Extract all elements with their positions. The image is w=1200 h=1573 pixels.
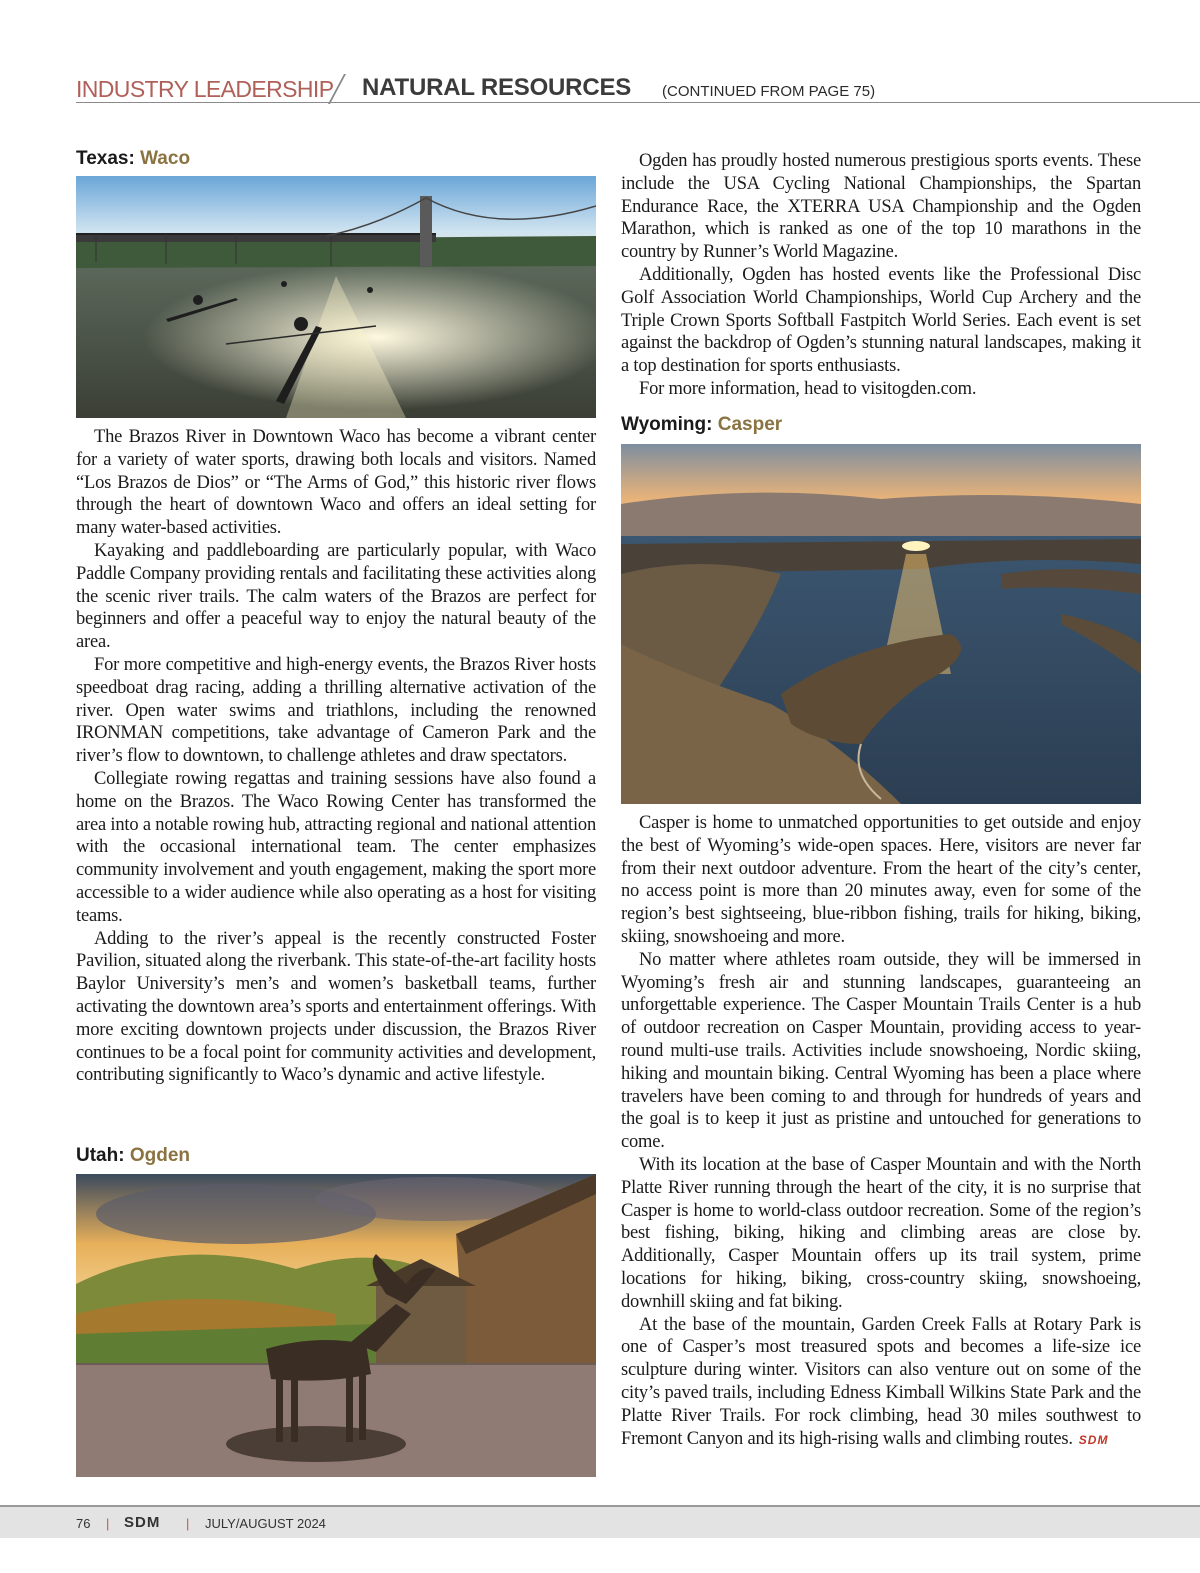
footer-separator: | xyxy=(106,1516,110,1531)
left-column xyxy=(76,146,596,1087)
texas-paragraph: Collegiate rowing regattas and training sessions have also found a home on the Brazos. The Waco Rowing Center has transformed the area into a notable rowing hub, attracting regional and national attention with the occasional international team. The center emphasizes community involvement and youth engagement, making the sport more accessible to a wider audience while also operating as a host for visiting teams. xyxy=(76,768,596,926)
texas-paragraph: The Brazos River in Downtown Waco has become a vibrant center for a variety of water sports, drawing both locals and visitors. Named “Los Brazos de Dios” or “The Arms of God,” this historic river flows through the heart of downtown Waco and offers an ideal setting for many water-based activities. xyxy=(76,427,596,539)
utah-heading xyxy=(76,1143,596,1169)
header-continued-note: (CONTINUED FROM PAGE 75) xyxy=(662,83,876,100)
utah-body xyxy=(621,150,1141,401)
right-column xyxy=(621,150,1141,401)
wyoming-heading xyxy=(621,412,1141,438)
utah-city: Ogden xyxy=(129,1145,191,1166)
texas-heading xyxy=(76,146,596,172)
wyoming-city: Casper xyxy=(717,414,783,435)
wyoming-paragraph: With its location at the base of Casper Mountain and with the North Platte River running through the heart of the city, it is no surprise that Casper is home to world-class outdoor recreation. Some of the region’s best fishing, biking, hiking and climbing areas are close by. Additionally, Casper Mountain offers up its trail system, prime locations for hiking, biking, cross-country skiing, snowshoeing, downhill skiing and fat biking. xyxy=(621,1154,1141,1312)
casper-reservoir-photo xyxy=(621,444,1141,804)
page-header xyxy=(76,74,1200,104)
ogden-moose-photo xyxy=(76,1174,596,1477)
wyoming-paragraph: Casper is home to unmatched opportunities to get outside and enjoy the best of Wyoming’s wide-open spaces. Here, visitors are never far from their next outdoor adventure. From the heart of the city’s center, no access point is more than 20 minutes away, even for some of the region’s best sightseeing, blue-ribbon fishing, trails for hiking, biking, skiing, snowshoeing and more. xyxy=(621,813,1141,947)
page-number: 76 xyxy=(76,1516,91,1531)
texas-paragraph: Kayaking and paddleboarding are particularly popular, with Waco Paddle Company providing rentals and facilitating these activities along the scenic river trails. The calm waters of the Brazos are perfect for beginners and offer a peaceful way to enjoy the natural beauty of the area. xyxy=(76,540,596,653)
header-kicker: INDUSTRY LEADERSHIP xyxy=(76,76,334,102)
wyoming-block xyxy=(621,412,1141,1451)
utah-paragraph: For more information, head to visitogden.com. xyxy=(639,378,977,399)
utah-paragraph: Additionally, Ogden has hosted events like the Professional Disc Golf Association World Championships, World Cup Archery and the Triple Crown Sports Softball Fastpitch World Series. Each event is set against the backdrop of Ogden’s stunning natural landscapes, making it a top destination for sports enthusiasts. xyxy=(621,264,1141,377)
waco-rowing-photo xyxy=(76,176,596,418)
texas-paragraph: For more competitive and high-energy events, the Brazos River hosts speedboat drag racing, adding a thrilling alternative activation of the river. Open water swims and triathlons, including the renowned IRONMAN competitions, take advantage of Cameron Park and the river’s flow to downtown, to challenge athletes and draw spectators. xyxy=(76,654,596,767)
page-footer xyxy=(0,1505,1200,1538)
end-mark: SDM xyxy=(1078,1432,1109,1447)
utah-paragraph: Ogden has proudly hosted numerous prestigious sports events. These include the USA Cycling National Championships, the Spartan Endurance Race, the XTERRA USA Championship and the Ogden Marathon, which is ranked as one of the top 10 marathons in the country by Runner’s World Magazine. xyxy=(621,151,1141,263)
texas-city: Waco xyxy=(140,148,191,169)
magazine-logo: SDM xyxy=(124,1514,161,1531)
wyoming-body xyxy=(621,812,1141,1451)
texas-state: Texas: xyxy=(76,148,135,169)
issue-date: JULY/AUGUST 2024 xyxy=(205,1516,326,1531)
wyoming-state: Wyoming: xyxy=(621,414,713,435)
wyoming-paragraph-text: At the base of the mountain, Garden Creek Falls at Rotary Park is one of Casper’s most treasured spots and becomes a life-size ice sculpture during winter. Visitors can also venture out on some of the city’s paved trails, including Edness Kimball Wilkins State Park and the Platte River Trails. For rock climbing, head 30 miles southwest to Fremont Canyon and its high-rising walls and climbing routes. xyxy=(621,1314,1141,1449)
header-section-title: NATURAL RESOURCES xyxy=(362,74,632,101)
utah-heading-block xyxy=(76,1143,596,1477)
texas-paragraph: Adding to the river’s appeal is the recently constructed Foster Pavilion, situated along the riverbank. This state-of-the-art facility hosts Baylor University’s men’s and women’s basketball teams, further activating the downtown area’s sports and entertainment offerings. With more exciting downtown projects under discussion, the Brazos River continues to be a focal point for community activities and development, contributing significantly to Waco’s dynamic and active lifestyle. xyxy=(76,928,596,1086)
texas-body xyxy=(76,426,596,1087)
wyoming-paragraph xyxy=(621,1314,1141,1452)
wyoming-paragraph: No matter where athletes roam outside, they will be immersed in Wyoming’s fresh air and stunning landscapes, guaranteeing an unforgettable experience. The Casper Mountain Trails Center is a hub of outdoor recreation on Casper Mountain, providing access to year-round multi-use trails. Activities include snowshoeing, Nordic skiing, hiking and mountain biking. Central Wyoming has been a place where travelers have been coming to and through for hundreds of years and the goal is to keep it just as pristine and untouched for generations to come. xyxy=(621,949,1141,1153)
header-rule xyxy=(76,102,1200,103)
footer-separator: | xyxy=(186,1516,190,1531)
utah-state: Utah: xyxy=(76,1145,125,1166)
